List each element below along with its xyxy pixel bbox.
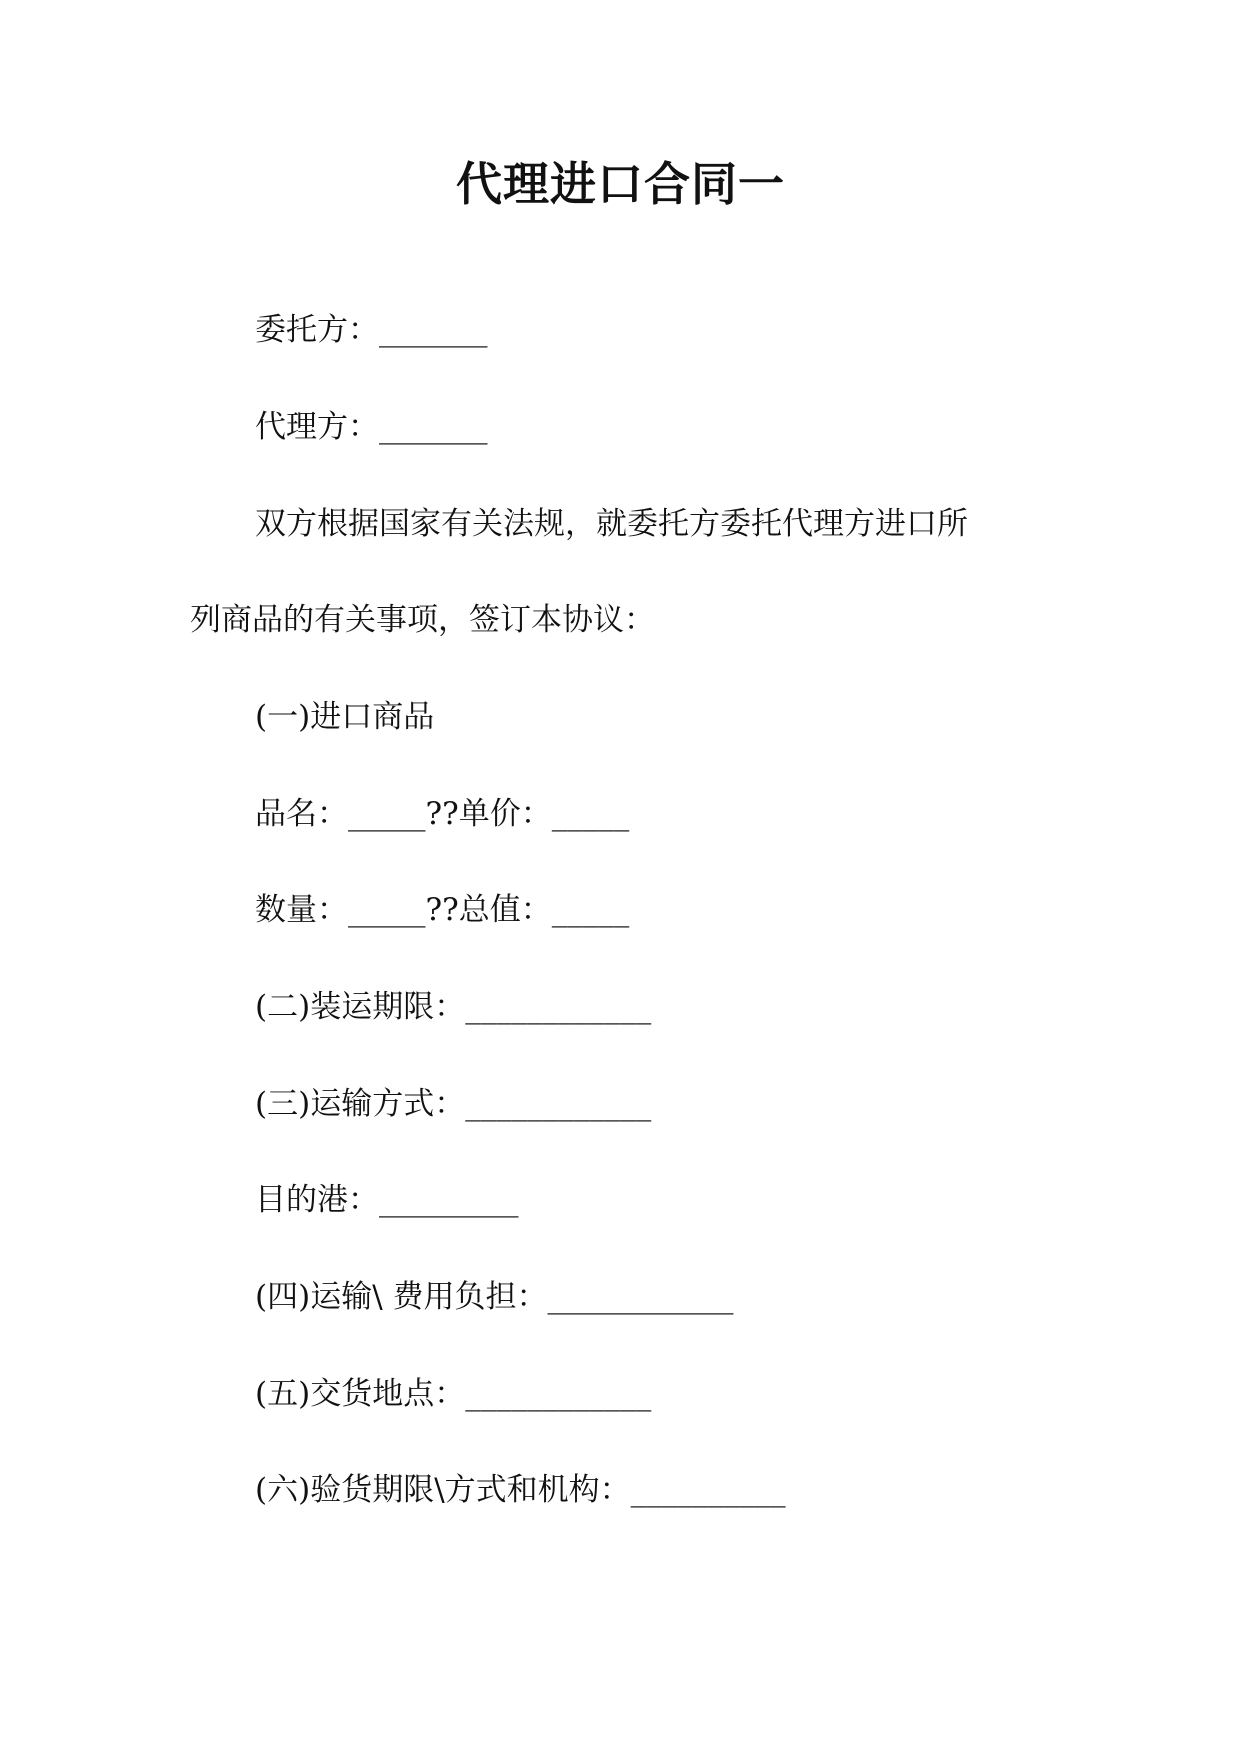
- agent-party-line: 代理方：_______: [255, 409, 488, 445]
- delivery-place-line: (五)交货地点：____________: [255, 1376, 652, 1412]
- transport-method-line: (三)运输方式：____________: [255, 1086, 652, 1122]
- principal-party-line: 委托方：_______: [255, 312, 488, 348]
- document-title: 代理进口合同一: [456, 157, 785, 211]
- destination-port-line: 目的港：_________: [255, 1182, 519, 1218]
- preamble-line-1: 双方根据国家有关法规，就委托方委托代理方进口所: [255, 506, 968, 542]
- product-name-price-line: 品名：_____??单价：_____: [255, 796, 630, 832]
- section-1-heading: (一)进口商品: [255, 699, 435, 735]
- quantity-total-line: 数量：_____??总值：_____: [255, 892, 630, 928]
- preamble-line-2: 列商品的有关事项，签订本协议：: [190, 602, 655, 638]
- transport-cost-line: (四)运输\ 费用负担：____________: [255, 1279, 734, 1315]
- shipment-period-line: (二)装运期限：____________: [255, 989, 652, 1025]
- inspection-line: (六)验货期限\方式和机构：__________: [255, 1472, 786, 1508]
